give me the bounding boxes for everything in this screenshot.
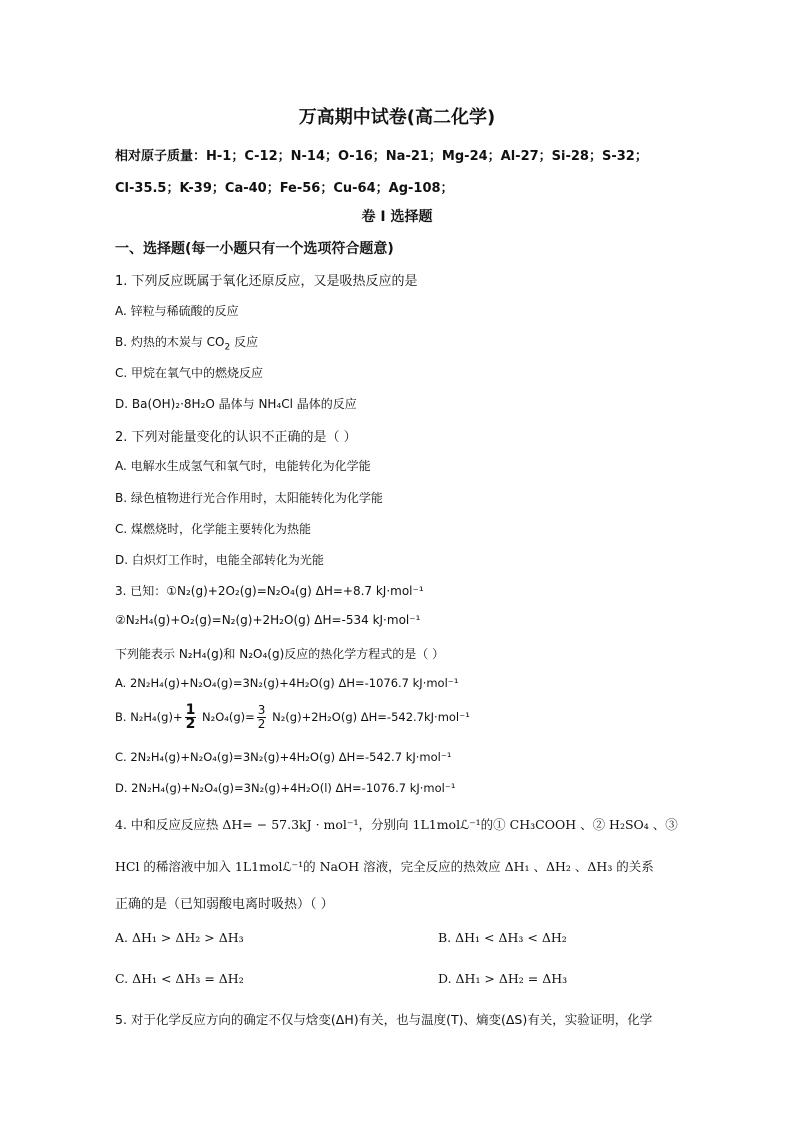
q4-stem-2: HCl 的稀溶液中加入 1L1molℒ⁻¹的 NaOH 溶液，完全反应的热效应 ΔH₁ 、ΔH₂ 、ΔH₃ 的关系 xyxy=(115,859,654,874)
q4-option-a: A. ΔH₁ > ΔH₂ > ΔH₃ xyxy=(115,930,244,945)
q3-stem-2: ②N₂H₄(g)+O₂(g)=N₂(g)+2H₂O(g) ΔH=-534 kJ·mol⁻¹ xyxy=(115,613,421,627)
page-title: 万高期中试卷(高二化学) xyxy=(298,107,496,128)
q1-option-a: A. 锌粒与稀硫酸的反应 xyxy=(115,304,239,318)
q4-option-c: C. ΔH₁ < ΔH₃ = ΔH₂ xyxy=(115,971,244,986)
q4-option-b: B. ΔH₁ < ΔH₃ < ΔH₂ xyxy=(438,930,567,945)
q3-option-a: A. 2N₂H₄(g)+N₂O₄(g)=3N₂(g)+4H₂O(g) ΔH=-1076.7 kJ·mol⁻¹ xyxy=(115,676,459,690)
atomic-mass-line-2: Cl-35.5；K-39；Ca-40；Fe-56；Cu-64；Ag-108； xyxy=(115,181,454,196)
q4-stem-3: 正确的是（已知弱酸电离时吸热）（ ） xyxy=(115,897,334,912)
fraction-one-half: $\frac{1}{2}$ xyxy=(185,702,196,732)
section-title: 一、选择题(每一小题只有一个选项符合题意) xyxy=(115,241,394,257)
q5-stem-1: 5. 对于化学反应方向的确定不仅与焓变(ΔH)有关，也与温度(T)、熵变(ΔS)有关，实验证明，化学 xyxy=(115,1012,653,1027)
q1-stem: 1. 下列反应既属于氧化还原反应，又是吸热反应的是 xyxy=(115,274,418,289)
q3-stem-1: 3. 已知：①N₂(g)+2O₂(g)=N₂O₄(g) ΔH=+8.7 kJ·mol⁻¹ xyxy=(115,584,424,598)
q2-stem: 2. 下列对能量变化的认识不正确的是（ ） xyxy=(115,430,357,445)
q3-option-d: D. 2N₂H₄(g)+N₂O₄(g)=3N₂(g)+4H₂O(l) ΔH=-1076.7 kJ·mol⁻¹ xyxy=(115,781,456,795)
q4-stem-1: 4. 中和反应反应热 ΔH= − 57.3kJ · mol⁻¹，分别向 1L1molℒ⁻¹的① CH₃COOH 、② H₂SO₄ 、③ xyxy=(115,817,678,832)
q2-option-b: B. 绿色植物进行光合作用时，太阳能转化为化学能 xyxy=(115,491,383,505)
fraction-three-halves: $\frac{3}{2}$ xyxy=(257,703,266,731)
volume-title: 卷 I 选择题 xyxy=(361,209,433,225)
q1-option-d: D. Ba(OH)₂·8H₂O 晶体与 NH₄Cl 晶体的反应 xyxy=(115,397,357,411)
atomic-mass-line-1: 相对原子质量：H-1；C-12；N-14；O-16；Na-21；Mg-24；Al-27；Si-28；S-32； xyxy=(115,149,648,164)
q3-option-b: B. N₂H₄(g)+ $\frac{1}{2}$ N₂O₄(g)= $\frac{3}{2}$ N₂(g)+2H₂O(g) ΔH=-542.7kJ·mol⁻¹ xyxy=(115,702,470,732)
q2-option-c: C. 煤燃烧时，化学能主要转化为热能 xyxy=(115,522,312,536)
q2-option-d: D. 白炽灯工作时，电能全部转化为光能 xyxy=(115,553,324,567)
q1-option-c: C. 甲烷在氧气中的燃烧反应 xyxy=(115,366,264,380)
q3-stem-3: 下列能表示 N₂H₄(g)和 N₂O₄(g)反应的热化学方程式的是（ ） xyxy=(115,647,445,661)
q4-option-d: D. ΔH₁ > ΔH₂ = ΔH₃ xyxy=(438,971,568,986)
q3-option-c: C. 2N₂H₄(g)+N₂O₄(g)=3N₂(g)+4H₂O(g) ΔH=-542.7 kJ·mol⁻¹ xyxy=(115,750,452,764)
q1-option-b: B. 灼热的木炭与 $CO_2$ 反应 xyxy=(115,335,259,353)
q2-option-a: A. 电解水生成氢气和氧气时，电能转化为化学能 xyxy=(115,459,371,473)
